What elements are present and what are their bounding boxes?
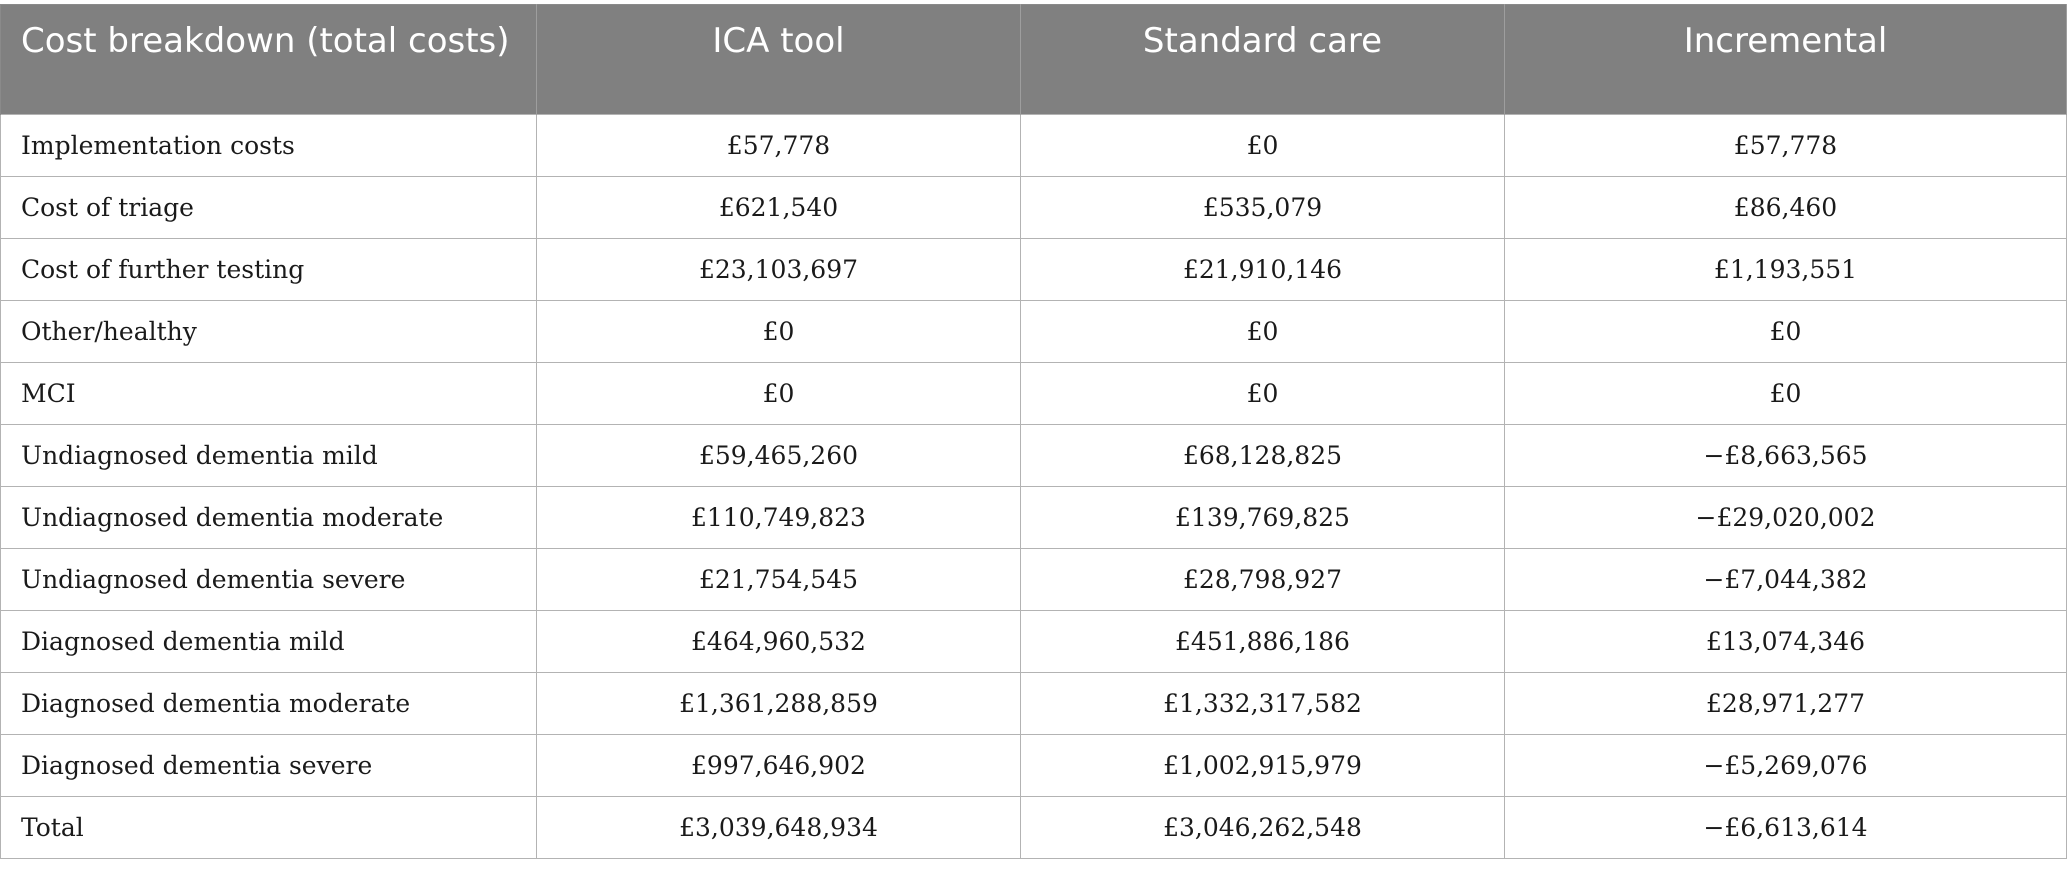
ica-tool-cell: £21,754,545 [537, 549, 1021, 611]
table-row [1, 177, 2067, 239]
header-row [1, 5, 2067, 115]
standard-care-cell: £68,128,825 [1021, 425, 1505, 487]
incremental-cell: −£8,663,565 [1505, 425, 2067, 487]
standard-care-cell: £0 [1021, 115, 1505, 177]
ica-tool-cell: £0 [537, 301, 1021, 363]
ica-tool-cell: £57,778 [537, 115, 1021, 177]
ica-tool-cell: £0 [537, 363, 1021, 425]
ica-tool-cell: £110,749,823 [537, 487, 1021, 549]
incremental-cell: £86,460 [1505, 177, 2067, 239]
column-header-ica-tool: ICA tool [537, 5, 1021, 115]
incremental-cell: £28,971,277 [1505, 673, 2067, 735]
row-label: Undiagnosed dementia moderate [1, 487, 537, 549]
table-row [1, 735, 2067, 797]
incremental-cell: −£5,269,076 [1505, 735, 2067, 797]
table-row [1, 425, 2067, 487]
ica-tool-cell: £23,103,697 [537, 239, 1021, 301]
row-label: Cost of further testing [1, 239, 537, 301]
standard-care-cell: £0 [1021, 363, 1505, 425]
row-label: Undiagnosed dementia mild [1, 425, 537, 487]
incremental-cell: −£6,613,614 [1505, 797, 2067, 859]
table-row [1, 611, 2067, 673]
row-label: MCI [1, 363, 537, 425]
incremental-cell: £1,193,551 [1505, 239, 2067, 301]
standard-care-cell: £451,886,186 [1021, 611, 1505, 673]
incremental-cell: −£29,020,002 [1505, 487, 2067, 549]
row-label: Undiagnosed dementia severe [1, 549, 537, 611]
ica-tool-cell: £464,960,532 [537, 611, 1021, 673]
incremental-cell: £13,074,346 [1505, 611, 2067, 673]
table-row [1, 673, 2067, 735]
row-label: Total [1, 797, 537, 859]
standard-care-cell: £0 [1021, 301, 1505, 363]
ica-tool-cell: £621,540 [537, 177, 1021, 239]
incremental-cell: £57,778 [1505, 115, 2067, 177]
table-row [1, 239, 2067, 301]
column-header-incremental: Incremental [1505, 5, 2067, 115]
table-body [1, 115, 2067, 859]
standard-care-cell: £535,079 [1021, 177, 1505, 239]
table-row [1, 301, 2067, 363]
incremental-cell: £0 [1505, 363, 2067, 425]
incremental-cell: −£7,044,382 [1505, 549, 2067, 611]
table-header [1, 5, 2067, 115]
ica-tool-cell: £3,039,648,934 [537, 797, 1021, 859]
ica-tool-cell: £59,465,260 [537, 425, 1021, 487]
standard-care-cell: £1,002,915,979 [1021, 735, 1505, 797]
standard-care-cell: £139,769,825 [1021, 487, 1505, 549]
cost-breakdown-table-container [0, 4, 2066, 859]
standard-care-cell: £3,046,262,548 [1021, 797, 1505, 859]
standard-care-cell: £21,910,146 [1021, 239, 1505, 301]
incremental-cell: £0 [1505, 301, 2067, 363]
table-row [1, 363, 2067, 425]
ica-tool-cell: £1,361,288,859 [537, 673, 1021, 735]
ica-tool-cell: £997,646,902 [537, 735, 1021, 797]
row-label: Diagnosed dementia mild [1, 611, 537, 673]
cost-breakdown-table [0, 4, 2067, 859]
table-row [1, 487, 2067, 549]
row-label: Other/healthy [1, 301, 537, 363]
column-header-standard-care: Standard care [1021, 5, 1505, 115]
standard-care-cell: £28,798,927 [1021, 549, 1505, 611]
row-label: Diagnosed dementia moderate [1, 673, 537, 735]
standard-care-cell: £1,332,317,582 [1021, 673, 1505, 735]
table-row [1, 797, 2067, 859]
row-label: Implementation costs [1, 115, 537, 177]
row-label: Cost of triage [1, 177, 537, 239]
column-header-cost-breakdown: Cost breakdown (total costs) [1, 5, 537, 115]
row-label: Diagnosed dementia severe [1, 735, 537, 797]
table-row [1, 549, 2067, 611]
table-row [1, 115, 2067, 177]
